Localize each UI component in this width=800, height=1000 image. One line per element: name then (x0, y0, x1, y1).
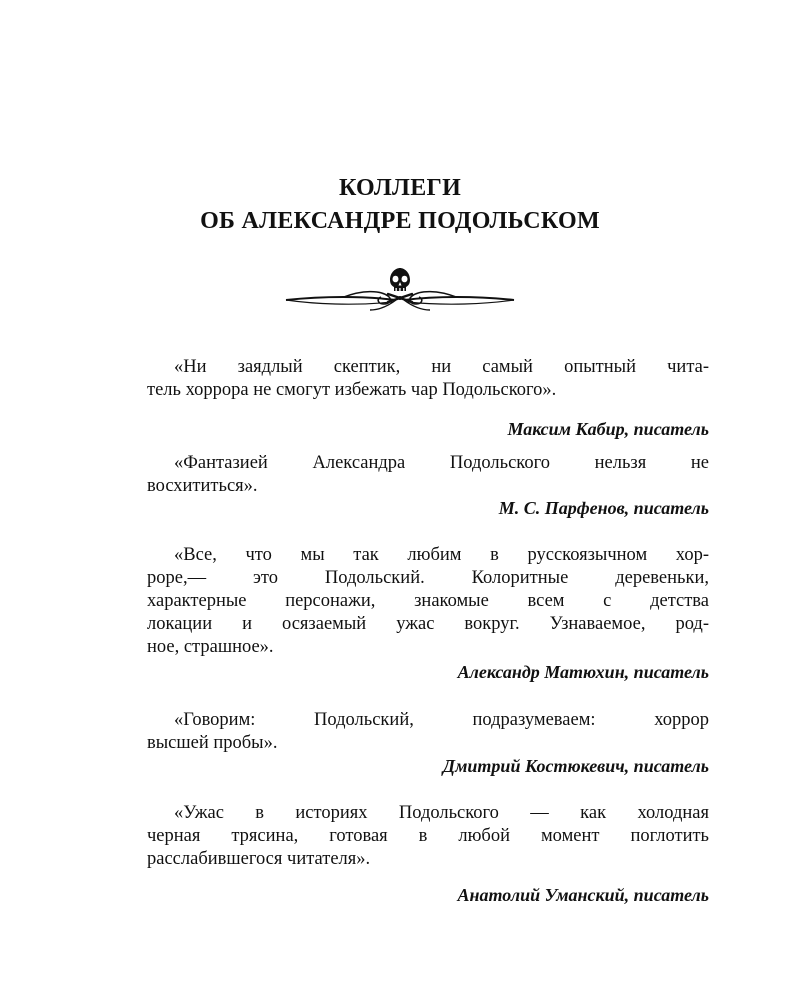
quote-4-line-2: высшей пробы». (147, 733, 278, 753)
quote-2 (147, 452, 709, 498)
quote-4 (147, 709, 709, 755)
page-title-line-2: ОБ АЛЕКСАНДРЕ ПОДОЛЬСКОМ (200, 208, 600, 234)
quote-1-line-2: тель хоррора не смогут избежать чар Подольского». (147, 380, 557, 400)
quote-1-line-1: «Ни заядлый скептик, ни самый опытный чита- (174, 357, 709, 377)
page-title-line-1: КОЛЛЕГИ (338, 175, 462, 201)
quote-4-author: Дмитрий Костюкевич, писатель (442, 756, 709, 776)
quote-2-author: М. С. Парфенов, писатель (498, 498, 709, 518)
quote-4-line-1: «Говорим: Подольский, подразумеваем: хоррор (174, 710, 709, 730)
quote-3 (147, 544, 709, 659)
skull-flourish-divider-icon (284, 266, 516, 314)
quote-5-line-1: «Ужас в историях Подольского — как холодная (174, 803, 709, 823)
page-title (0, 172, 800, 238)
quote-3-line-5: ное, страшное». (147, 637, 274, 657)
quote-1-author: Максим Кабир, писатель (507, 419, 709, 439)
quote-3-author: Александр Матюхин, писатель (457, 662, 709, 682)
quote-3-line-4: локации и осязаемый ужас вокруг. Узнаваемое, род- (147, 614, 709, 634)
quote-3-line-2: роре,— это Подольский. Колоритные деревеньки, (147, 568, 709, 588)
quote-1 (147, 356, 709, 402)
quote-2-line-2: восхититься». (147, 476, 258, 496)
quote-3-line-1: «Все, что мы так любим в русскоязычном хор- (174, 545, 709, 565)
quote-5 (147, 802, 709, 871)
quote-5-line-2: черная трясина, готовая в любой момент поглотить (147, 826, 709, 846)
quote-2-line-1: «Фантазией Александра Подольского нельзя не (174, 453, 709, 473)
quote-5-author: Анатолий Уманский, писатель (457, 885, 709, 905)
quote-3-line-3: характерные персонажи, знакомые всем с детства (147, 591, 709, 611)
quote-5-line-3: расслабившегося читателя». (147, 849, 371, 869)
